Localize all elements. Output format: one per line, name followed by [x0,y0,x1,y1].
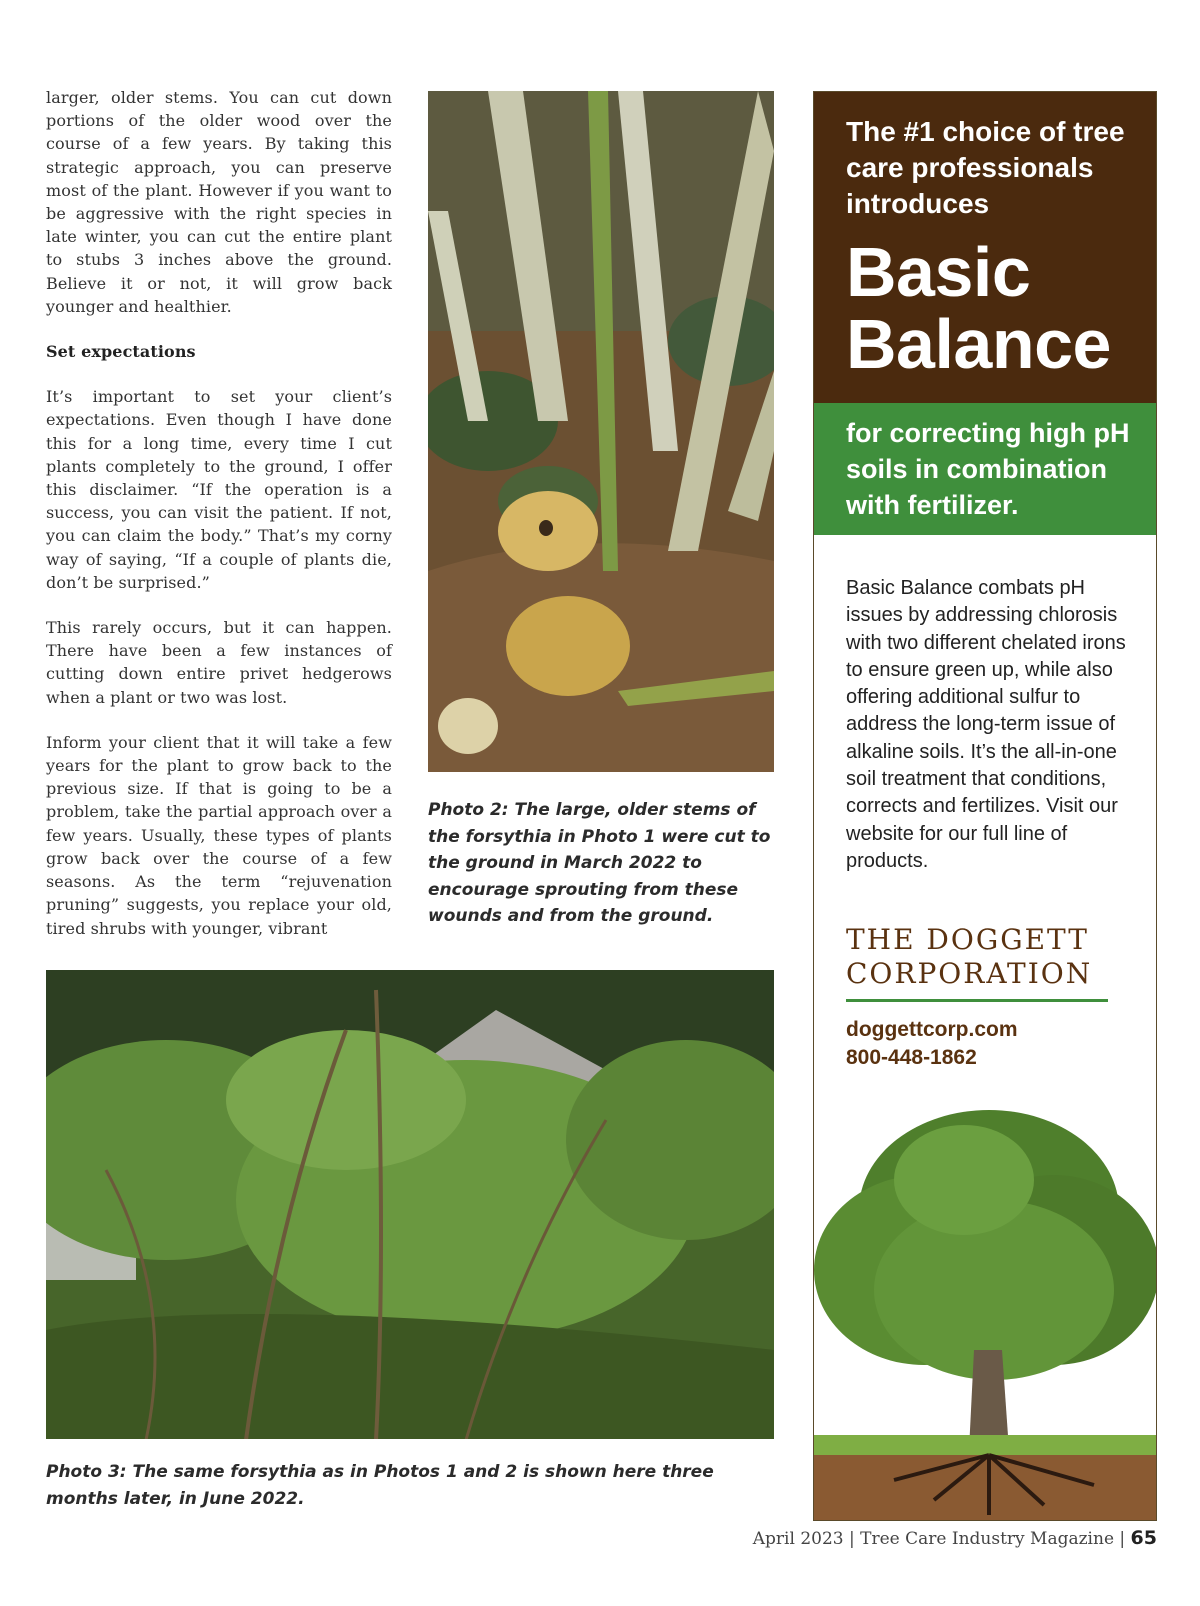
ad-subhead: for correcting high pH soils in combination with fertilizer. [846,418,1130,520]
page-footer [753,1527,1157,1549]
advertisement[interactable] [813,91,1157,1521]
page-number: 65 [1130,1527,1157,1549]
ad-brand-line1: Basic [846,233,1031,311]
ad-brand-line2: Balance [846,305,1111,383]
ad-body: Basic Balance combats pH issues by addressing chlorosis with two different chelated irons to ensure green up, while also offering additional sulfur to address the long-term issue of alkaline soils. It’s the all-in-one soil treatment that conditions, corrects and fertilizes. Visit our website for our full line of products. [846,577,1126,872]
ad-contact [846,1016,1156,1072]
section-heading: Set expectations [46,342,196,362]
website-link[interactable]: doggettcorp.com [846,1018,1018,1042]
article-paragraph: Inform your client that it will take a few years for the plant to grow back to the previous size. If that is going to be a problem, take the partial approach over a few years. Usually, these types of plants grow back over the course of a few seasons. As the term “rejuvenation pruning” suggests, you replace your old, tired shrubs with younger, vibrant [46,732,392,938]
photo2-caption: Photo 2: The large, older stems of the forsythia in Photo 1 were cut to the ground in March 2022 to encourage sprouting from these wounds and from the ground. [428,800,771,926]
corp-line2: CORPORATION [846,957,1093,991]
article-paragraph: This rarely occurs, but it can happen. There have been a few instances of cutting down entire privet hedgerows when a plant or two was lost. [46,618,392,707]
ad-header [814,92,1156,403]
photo-regrowth [46,970,774,1439]
photo3-caption: Photo 3: The same forsythia as in Photos 1 and 2 is shown here three months later, in June 2022. [46,1462,714,1509]
ad-brand [846,233,1136,383]
article-paragraph: It’s important to set your client’s expectations. Even though I have done this for a long time, every time I cut plants completely to the ground, I offer this disclaimer. “If the operation is a success, you can visit the patient. If not, you can claim the body.” That’s my corny way of saying, “If a couple of plants die, don’t be surprised.” [46,387,392,592]
ad-subhead-band [814,403,1156,535]
issue-info: April 2023 | Tree Care Industry Magazine | [752,1529,1126,1549]
article-paragraph: larger, older stems. You can cut down portions of the older wood over the course of a few years. By taking this strategic approach, you can preserve most of the plant. However if you want to be aggressive with the right species in late winter, you can cut the entire plant to stubs 3 inches above the ground. Believe it or not, it will grow back younger and healthier. [46,88,392,316]
photo-cut-stems [428,91,774,772]
ad-intro: The #1 choice of tree care professionals introduces [846,116,1125,219]
phone-number: 800-448-1862 [846,1046,977,1070]
corp-line1: THE DOGGETT [846,923,1089,957]
divider [846,999,1108,1002]
tree-illustration [814,1100,1156,1520]
company-logo [846,923,1156,991]
article-column [46,86,392,962]
